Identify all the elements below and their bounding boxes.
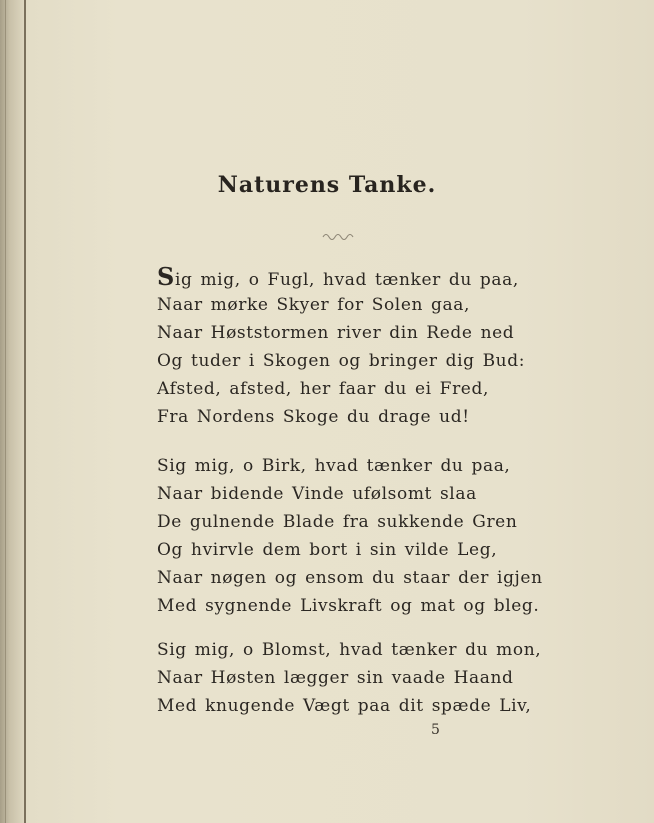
verse-line: Naar mørke Skyer for Solen gaa, [157, 295, 471, 315]
verse-line: De gulnende Blade fra sukkende Gren [157, 512, 518, 532]
verse-line: Sig mig, o Blomst, hvad tænker du mon, [157, 640, 542, 660]
verse-line: Fra Nordens Skoge du drage ud! [157, 407, 470, 427]
ornament-icon [322, 230, 356, 242]
verse-line: Naar Høsten lægger sin vaade Haand [157, 668, 514, 688]
verse-line: Sig mig, o Birk, hvad tænker du paa, [157, 456, 511, 476]
verse-line: Og tuder i Skogen og bringer dig Bud: [157, 351, 526, 371]
gutter-line [24, 0, 26, 823]
verse-line: Afsted, afsted, her faar du ei Fred, [157, 379, 489, 399]
page-number: 5 [431, 722, 440, 738]
stanza-3 [157, 636, 577, 720]
poem-title: Naturens Tanke. [217, 172, 437, 198]
verse-line: Med sygnende Livskraft og mat og bleg. [157, 596, 540, 616]
verse-line: Naar Høststormen river din Rede ned [157, 323, 515, 343]
verse-line: Og hvirvle dem bort i sin vilde Leg, [157, 540, 498, 560]
verse-line: Naar nøgen og ensom du staar der igjen [157, 568, 543, 588]
stanza-1 [157, 263, 577, 431]
page-edge-line [5, 0, 6, 823]
binding-shadow [0, 0, 26, 823]
stanza-2 [157, 452, 577, 620]
verse-line: Med knugende Vægt paa dit spæde Liv, [157, 696, 532, 716]
verse-line: Sig mig, o Fugl, hvad tænker du paa, [157, 262, 519, 291]
verse-line: Naar bidende Vinde ufølsomt slaa [157, 484, 477, 504]
drop-cap: S [157, 262, 175, 291]
